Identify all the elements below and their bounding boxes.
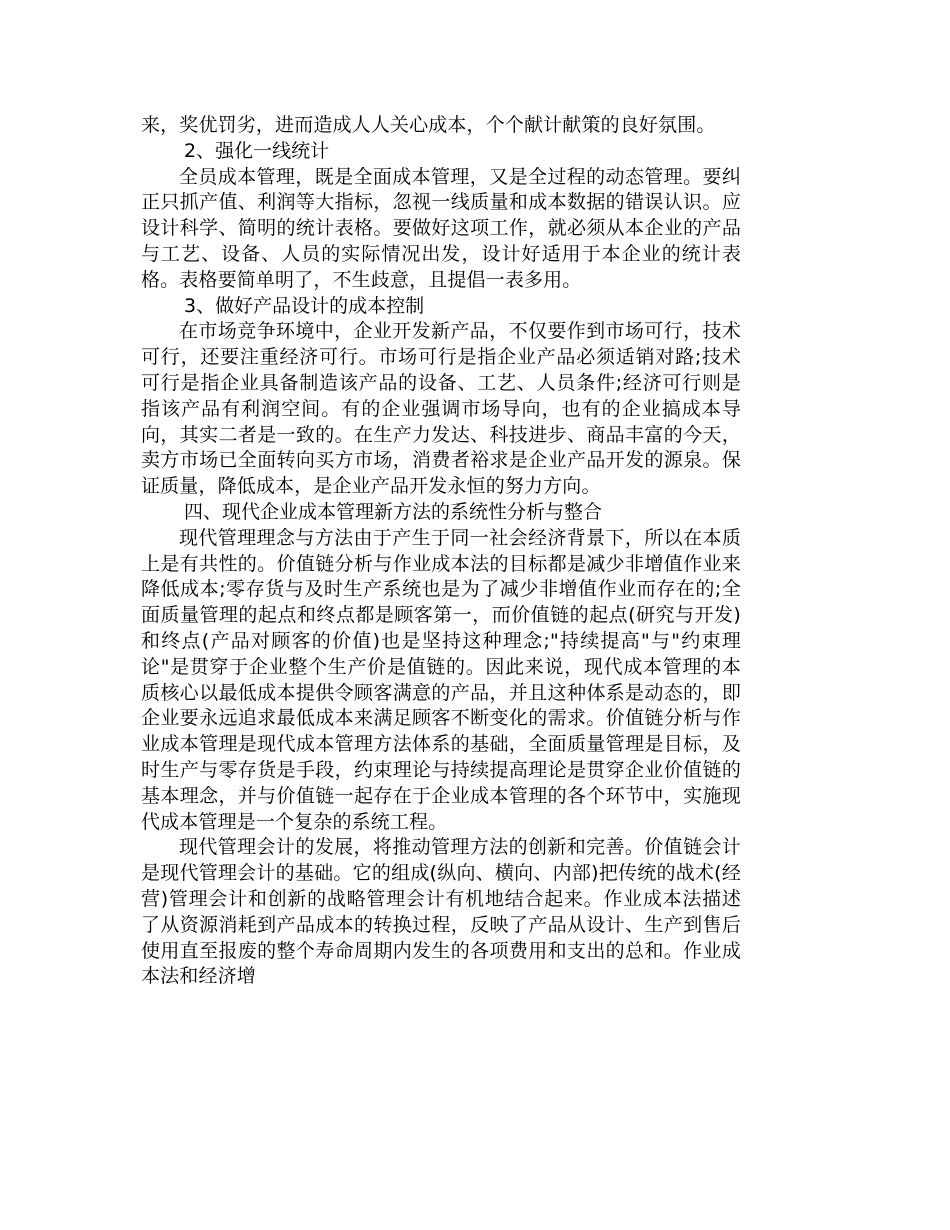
section-heading-2: 2、强化一线统计 <box>184 139 330 162</box>
paragraph-continuation: 来，奖优罚劣，进而造成人人关心成本，个个献计献策的良好氛围。 <box>141 114 716 136</box>
paragraph-body: 现代管理理念与方法由于产生于同一社会经济背景下，所以在本质上是有共性的。价值链分析与作业成本法的目标都是减少非增值作业来降低成本;零存货与及时生产系统也是为了减少非增值作业而存在的;全面质量管理的起点和终点都是顾客第一，而价值链的起点(研究与开发)和终点(产品对顾客的价值)也是坚持这种理念;"持续提高"与"约束理论"是贯穿于企业整个生产价是值链的。因此来说，现代成本管理的本质核心以最低成本提供令顾客满意的产品，并且这种体系是动态的，即企业要永远追求最低成本来满足顾客不断变化的需求。价值链分析与作业成本管理是现代成本管理方法体系的基础，全面质量管理是目标，及时生产与零存货是手段，约束理论与持续提高理论是贯穿企业价值链的基本理念，并与价值链一起存在于企业成本管理的各个环节中，实施现代成本管理是一个复杂的系统工程。 <box>141 526 741 833</box>
section-heading-4: 四、现代企业成本管理新方法的系统性分析与整合 <box>184 500 603 523</box>
paragraph-body: 在市场竞争环境中，企业开发新产品，不仅要作到市场可行，技术可行，还要注重经济可行。市场可行是指企业产品必须适销对路;技术可行是指企业具备制造该产品的设备、工艺、人员条件;经济可行则是指该产品有利润空间。有的企业强调市场导向，也有的企业搞成本导向，其实二者是一致的。在生产力发达、科技进步、商品丰富的今天，卖方市场已全面转向买方市场，消费者裕求是企业产品开发的源泉。保证质量，降低成本，是企业产品开发永恒的努力方向。 <box>141 320 741 498</box>
section-heading-3: 3、做好产品设计的成本控制 <box>184 294 425 317</box>
document-page <box>141 113 741 990</box>
paragraph-body: 全员成本管理，既是全面成本管理，又是全过程的动态管理。要纠正只抓产值、利润等大指标，忽视一线质量和成本数据的错误认识。应设计科学、简明的统计表格。要做好这项工作，就必须从本企业的产品与工艺、设备、人员的实际情况出发，设计好适用于本企业的统计表格。表格要简单明了，不生歧意，且提倡一表多用。 <box>141 165 741 291</box>
paragraph-body: 现代管理会计的发展，将推动管理方法的创新和完善。价值链会计是现代管理会计的基础。它的组成(纵向、横向、内部)把传统的战术(经营)管理会计和创新的战略管理会计有机地结合起来。作业成本法描述了从资源消耗到产品成本的转换过程，反映了产品从设计、生产到售后使用直至报废的整个寿命周期内发生的各项费用和支出的总和。作业成本法和经济增 <box>141 836 741 988</box>
